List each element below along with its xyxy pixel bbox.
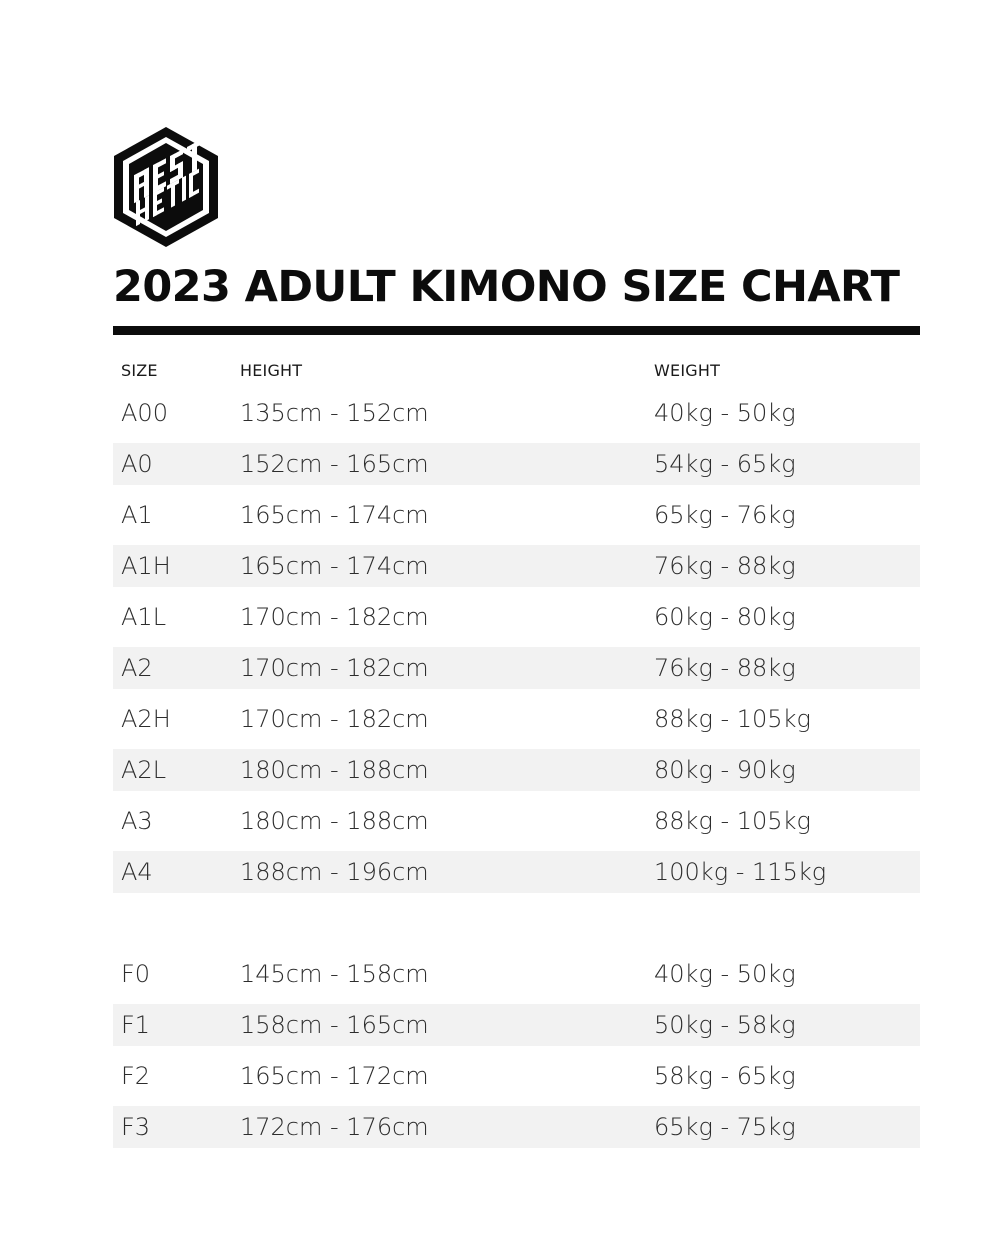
height-cell: 165cm - 172cm <box>240 1062 429 1090</box>
height-cell: 170cm - 182cm <box>240 705 429 733</box>
size-cell: A2 <box>121 654 153 682</box>
height-cell: 170cm - 182cm <box>240 603 429 631</box>
weight-cell: 76kg - 88kg <box>654 552 796 580</box>
size-cell: A1 <box>121 501 153 529</box>
height-cell: 152cm - 165cm <box>240 450 429 478</box>
table-row <box>113 443 920 485</box>
size-cell: A4 <box>121 858 153 886</box>
weight-cell: 58kg - 65kg <box>654 1062 796 1090</box>
size-cell: A3 <box>121 807 153 835</box>
size-cell: A00 <box>121 399 168 427</box>
table-row <box>113 1004 920 1046</box>
weight-cell: 60kg - 80kg <box>654 603 796 631</box>
title-divider <box>113 326 920 335</box>
weight-cell: 65kg - 75kg <box>654 1113 796 1141</box>
size-cell: F1 <box>121 1011 151 1039</box>
height-cell: 165cm - 174cm <box>240 552 429 580</box>
size-cell: F2 <box>121 1062 151 1090</box>
table-row <box>113 647 920 689</box>
size-cell: A1L <box>121 603 167 631</box>
height-cell: 158cm - 165cm <box>240 1011 429 1039</box>
table-header <box>113 350 920 392</box>
table-row <box>113 749 920 791</box>
column-header-weight: WEIGHT <box>654 361 721 380</box>
table-row <box>113 596 920 638</box>
height-cell: 135cm - 152cm <box>240 399 429 427</box>
table-row <box>113 1106 920 1148</box>
section-spacer <box>113 902 920 953</box>
table-row <box>113 494 920 536</box>
size-cell: A2L <box>121 756 167 784</box>
height-cell: 172cm - 176cm <box>240 1113 429 1141</box>
weight-cell: 65kg - 76kg <box>654 501 796 529</box>
weight-cell: 100kg - 115kg <box>654 858 827 886</box>
column-header-height: HEIGHT <box>240 361 303 380</box>
height-cell: 165cm - 174cm <box>240 501 429 529</box>
height-cell: 180cm - 188cm <box>240 756 429 784</box>
weight-cell: 40kg - 50kg <box>654 399 796 427</box>
weight-cell: 88kg - 105kg <box>654 807 811 835</box>
size-cell: A0 <box>121 450 153 478</box>
size-cell: A2H <box>121 705 171 733</box>
weight-cell: 50kg - 58kg <box>654 1011 796 1039</box>
size-cell: A1H <box>121 552 171 580</box>
table-row <box>113 1055 920 1097</box>
aesthetic-hexagon-logo-icon <box>110 124 222 250</box>
table-row <box>113 800 920 842</box>
weight-cell: 54kg - 65kg <box>654 450 796 478</box>
brand-logo <box>110 124 222 250</box>
table-row <box>113 851 920 893</box>
table-row <box>113 698 920 740</box>
table-row <box>113 545 920 587</box>
height-cell: 188cm - 196cm <box>240 858 429 886</box>
size-chart-table <box>113 350 920 1157</box>
weight-cell: 80kg - 90kg <box>654 756 796 784</box>
height-cell: 170cm - 182cm <box>240 654 429 682</box>
height-cell: 145cm - 158cm <box>240 960 429 988</box>
height-cell: 180cm - 188cm <box>240 807 429 835</box>
table-row <box>113 953 920 995</box>
weight-cell: 88kg - 105kg <box>654 705 811 733</box>
size-cell: F3 <box>121 1113 151 1141</box>
size-cell: F0 <box>121 960 151 988</box>
table-row <box>113 392 920 434</box>
page-title: 2023 ADULT KIMONO SIZE CHART <box>113 262 900 312</box>
weight-cell: 76kg - 88kg <box>654 654 796 682</box>
weight-cell: 40kg - 50kg <box>654 960 796 988</box>
column-header-size: SIZE <box>121 361 158 380</box>
